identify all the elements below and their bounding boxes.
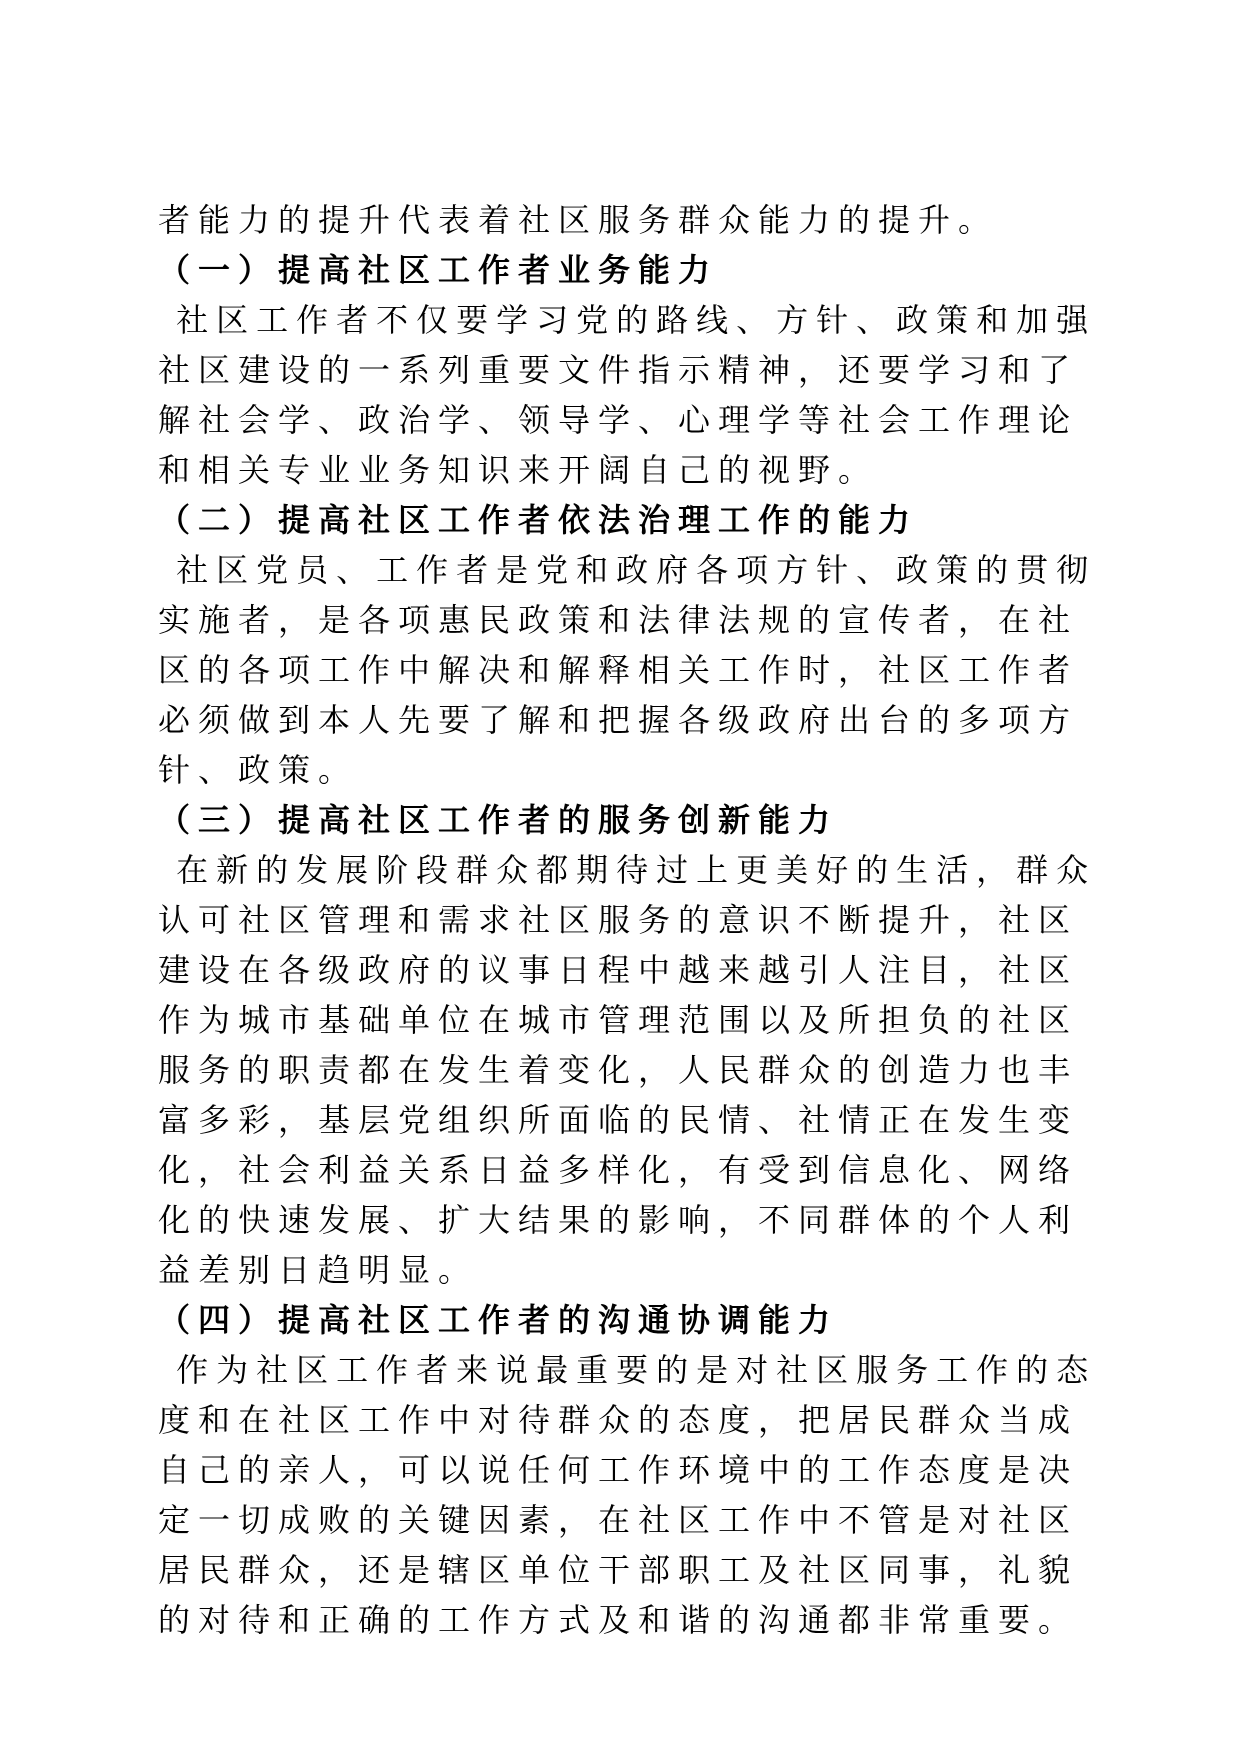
section-heading-3: （三）提高社区工作者的服务创新能力	[158, 801, 839, 839]
paragraph-section-4: 作为社区工作者来说最重要的是对社区服务工作的态度和在社区工作中对待群众的态度，把居民群众当成自己的亲人，可以说任何工作环境中的工作态度是决定一切成败的关键因素，在社区工作中不管是对社区居民群众，还是辖区单位干部职工及社区同事，礼貌的对待和正确的工作方式及和谐的沟通都非常重要。	[158, 1351, 1097, 1639]
paragraph-section-3: 在新的发展阶段群众都期待过上更美好的生活，群众认可社区管理和需求社区服务的意识不断提升，社区建设在各级政府的议事日程中越来越引人注目，社区作为城市基础单位在城市管理范围以及所担负的社区服务的职责都在发生着变化，人民群众的创造力也丰富多彩，基层党组织所面临的民情、社情正在发生变化，社会利益关系日益多样化，有受到信息化、网络化的快速发展、扩大结果的影响，不同群体的个人利益差别日趋明显。	[158, 851, 1097, 1289]
document-body	[158, 195, 1098, 1645]
section-heading-1: （一）提高社区工作者业务能力	[158, 251, 719, 289]
section-heading-2: （二）提高社区工作者依法治理工作的能力	[158, 501, 919, 539]
paragraph-section-1: 社区工作者不仅要学习党的路线、方针、政策和加强社区建设的一系列重要文件指示精神，还要学习和了解社会学、政治学、领导学、心理学等社会工作理论和相关专业业务知识来开阔自己的视野。	[158, 301, 1097, 489]
paragraph-section-2: 社区党员、工作者是党和政府各项方针、政策的贯彻实施者，是各项惠民政策和法律法规的宣传者，在社区的各项工作中解决和解释相关工作时，社区工作者必须做到本人先要了解和把握各级政府出台的多项方针、政策。	[158, 551, 1097, 789]
paragraph-intro-continuation: 者能力的提升代表着社区服务群众能力的提升。	[158, 201, 999, 239]
section-heading-4: （四）提高社区工作者的沟通协调能力	[158, 1301, 839, 1339]
